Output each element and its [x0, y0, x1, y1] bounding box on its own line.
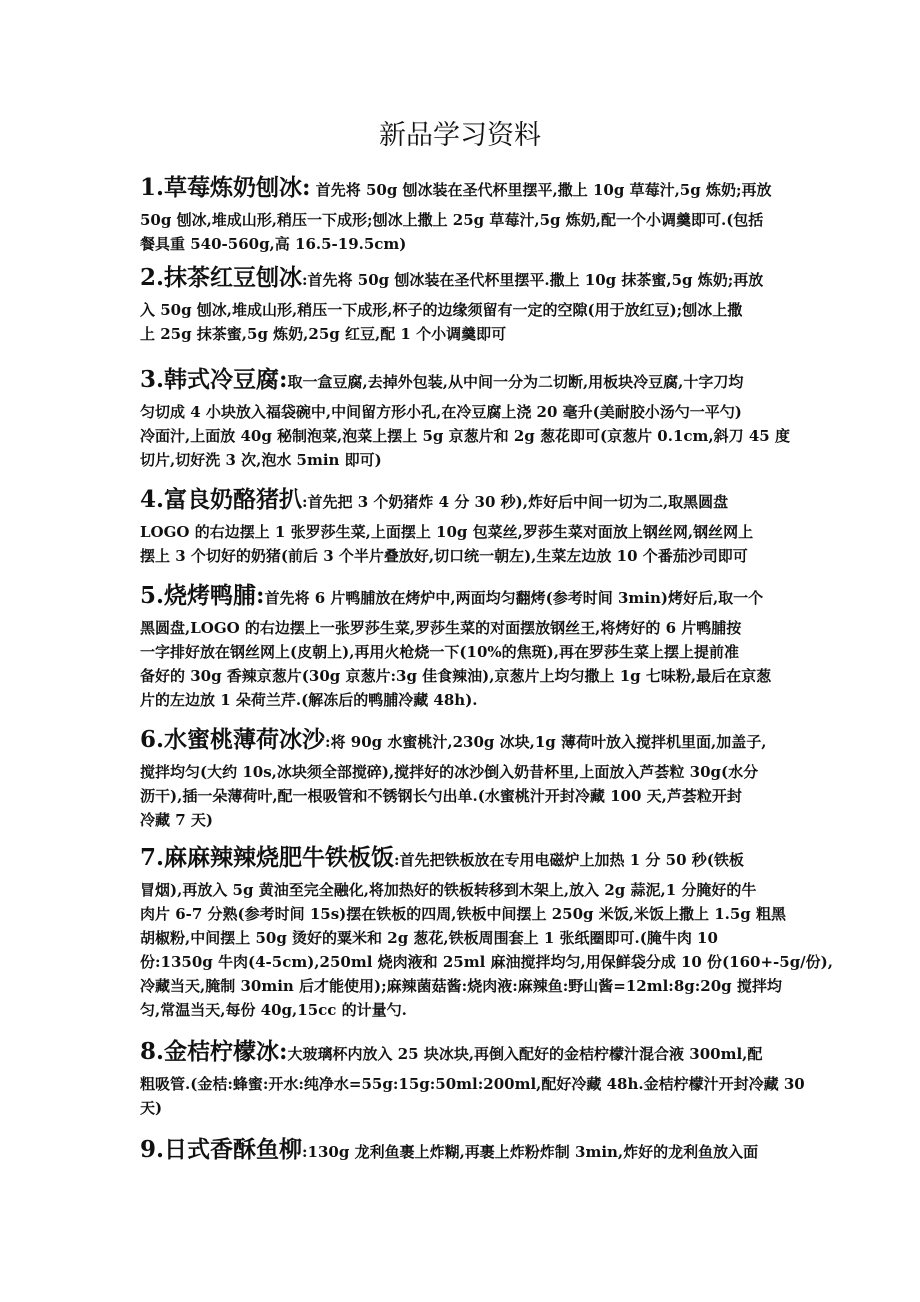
recipe-item-5 [140, 576, 788, 712]
item-text-line: 黑圆盘,LOGO 的右边摆上一张罗莎生菜,罗莎生菜的对面摆放钢丝王,将烤好的 6 片鸭脯按 [140, 619, 742, 637]
item-text-line: 份:1350g 牛肉(4-5cm),250ml 烧肉液和 25ml 麻油搅拌均匀,用保鲜袋分成 10 份(160+-5g/份), [140, 953, 833, 971]
item-first-line [140, 576, 788, 616]
item-lead-text: 首先将 6 片鸭脯放在烤炉中,两面均匀翻烤(参考时间 3min)烤好后,取一个 [264, 589, 764, 607]
recipe-item-7 [140, 838, 833, 1022]
item-lead-text: :将 90g 水蜜桃汁,230g 冰块,1g 薄荷叶放入搅拌机里面,加盖子, [325, 733, 767, 751]
recipe-item-2 [140, 258, 788, 346]
item-text-line: 匀,常温当天,每份 40g,15cc 的计量勺. [140, 1001, 407, 1019]
item-lead-text: 首先将 50g 刨冰装在圣代杯里摆平,撒上 10g 草莓汁,5g 炼奶;再放 [310, 181, 772, 199]
recipe-item-6 [140, 720, 788, 832]
item-heading: 7.麻麻辣辣烧肥牛铁板饭 [140, 844, 395, 871]
item-text-line: 片的左边放 1 朵荷兰芹.(解冻后的鸭脯冷藏 48h). [140, 691, 478, 709]
recipe-item-3 [140, 360, 788, 472]
item-first-line [140, 1130, 788, 1170]
item-first-line [140, 720, 788, 760]
item-text-line: 入 50g 刨冰,堆成山形,稍压一下成形,杯子的边缘须留有一定的空隙(用于放红豆);刨冰上撒 [140, 301, 743, 319]
item-lead-text: :130g 龙利鱼裹上炸糊,再裹上炸粉炸制 3min,炸好的龙利鱼放入面 [302, 1143, 759, 1161]
item-first-line [140, 480, 788, 520]
recipe-item-1 [140, 168, 788, 256]
recipe-item-9 [140, 1130, 788, 1170]
item-text-line: 匀切成 4 小块放入福袋碗中,中间留方形小孔,在冷豆腐上浇 20 毫升(美耐胶小汤勺一平勺) [140, 403, 742, 421]
item-text-line: 切片,切好洗 3 次,泡水 5min 即可) [140, 451, 382, 469]
item-heading: 5.烧烤鸭脯: [140, 582, 265, 609]
item-first-line [140, 168, 788, 208]
item-text-line: 备好的 30g 香辣京葱片(30g 京葱片:3g 佳食辣油),京葱片上均匀撒上 1g 七味粉,最后在京葱 [140, 667, 772, 685]
item-heading: 1.草莓炼奶刨冰: [140, 174, 311, 201]
item-text-line: 天) [140, 1099, 163, 1117]
item-text-line: 搅拌均匀(大约 10s,冰块须全部搅碎),搅拌好的冰沙倒入奶昔杯里,上面放入芦荟粒 30g(水分 [140, 763, 759, 781]
item-text-line: 胡椒粉,中间摆上 50g 烫好的粟米和 2g 葱花,铁板周围套上 1 张纸圈即可.(腌牛肉 10 [140, 929, 718, 947]
item-first-line [140, 1032, 788, 1072]
item-first-line [140, 838, 788, 878]
item-heading: 3.韩式冷豆腐: [140, 366, 288, 393]
item-heading: 8.金桔柠檬冰: [140, 1038, 288, 1065]
item-heading: 6.水蜜桃薄荷冰沙 [140, 726, 326, 753]
item-text-line: 冷面汁,上面放 40g 秘制泡菜,泡菜上摆上 5g 京葱片和 2g 葱花即可(京葱片 0.1cm,斜刀 45 度 [140, 427, 790, 445]
item-text-line: 50g 刨冰,堆成山形,稍压一下成形;刨冰上撒上 25g 草莓汁,5g 炼奶,配一个小调羹即可.(包括 [140, 211, 764, 229]
recipe-item-4 [140, 480, 788, 568]
item-text-line: 餐具重 540-560g,高 16.5-19.5cm) [140, 235, 407, 253]
item-text-line: 摆上 3 个切好的奶猪(前后 3 个半片叠放好,切口统一朝左),生菜左边放 10 个番茄沙司即可 [140, 547, 748, 565]
item-text-line: 粗吸管.(金桔:蜂蜜:开水:纯净水=55g:15g:50ml:200ml,配好冷藏 48h.金桔柠檬汁开封冷藏 30 [140, 1075, 805, 1093]
item-text-line: LOGO 的右边摆上 1 张罗莎生菜,上面摆上 10g 包菜丝,罗莎生菜对面放上钢丝网,钢丝网上 [140, 523, 754, 541]
item-lead-text: 大玻璃杯内放入 25 块冰块,再倒入配好的金桔柠檬汁混合液 300ml,配 [287, 1045, 763, 1063]
item-text-line: 肉片 6-7 分熟(参考时间 15s)摆在铁板的四周,铁板中间摆上 250g 米饭,米饭上撒上 1.5g 粗黑 [140, 905, 786, 923]
item-text-line: 一字排好放在钢丝网上(皮朝上),再用火枪烧一下(10%的焦斑),再在罗莎生菜上摆上提前准 [140, 643, 739, 661]
item-first-line [140, 360, 788, 400]
item-lead-text: 取一盒豆腐,去掉外包装,从中间一分为二切断,用板块冷豆腐,十字刀均 [287, 373, 744, 391]
item-text-line: 上 25g 抹茶蜜,5g 炼奶,25g 红豆,配 1 个小调羹即可 [140, 325, 507, 343]
item-text-line: 冷藏 7 天) [140, 811, 213, 829]
item-lead-text: :首先把 3 个奶猪炸 4 分 30 秒),炸好后中间一切为二,取黑圆盘 [302, 493, 729, 511]
page-title: 新品学习资料 [379, 120, 541, 151]
item-heading: 2.抹茶红豆刨冰 [140, 264, 303, 291]
item-first-line [140, 258, 788, 298]
item-heading: 4.富良奶酪猪扒 [140, 486, 303, 513]
item-heading: 9.日式香酥鱼柳 [140, 1136, 303, 1163]
item-lead-text: :首先将 50g 刨冰装在圣代杯里摆平.撒上 10g 抹茶蜜,5g 炼奶;再放 [302, 271, 764, 289]
recipe-item-8 [140, 1032, 805, 1120]
item-text-line: 沥干),插一朵薄荷叶,配一根吸管和不锈钢长勺出单.(水蜜桃汁开封冷藏 100 天,芦荟粒开封 [140, 787, 742, 805]
item-text-line: 冷藏当天,腌制 30min 后才能使用);麻辣菌菇酱:烧肉液:麻辣鱼:野山酱=12ml:8g:20g 搅拌均 [140, 977, 782, 995]
item-text-line: 冒烟),再放入 5g 黄油至完全融化,将加热好的铁板转移到木架上,放入 2g 蒜泥,1 分腌好的牛 [140, 881, 757, 899]
item-lead-text: :首先把铁板放在专用电磁炉上加热 1 分 50 秒(铁板 [394, 851, 744, 869]
